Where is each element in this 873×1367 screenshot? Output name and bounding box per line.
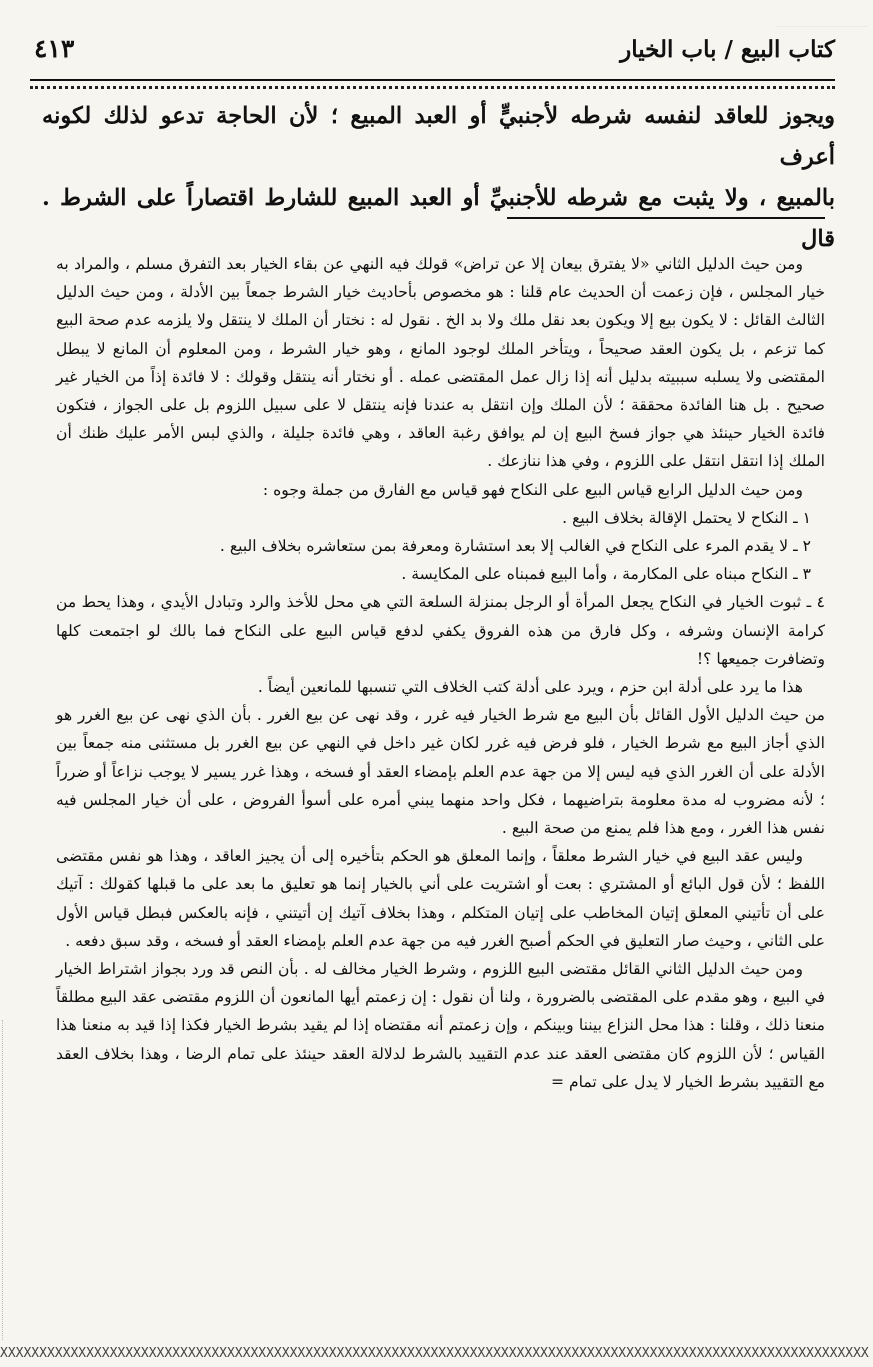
dotted-separator xyxy=(30,86,835,89)
commentary-paragraph: ومن حيث الدليل الثاني القائل مقتضى البيع اللزوم ، وشرط الخيار مخالف له . بأن النص قد ورد بجواز اشتراط الخيار في البيع ، وهو مقدم على المقتضى بالضرورة ، ولنا أن نقول : إن زعمتم أيها المانعون أن اللزوم مقتضى عقد البيع مطلقاً منعنا ذلك ، وقلنا : هذا محل النزاع بيننا وبينكم ، وإن زعمتم أنه مقتضاه إذا لم يقيد بشرط الخيار فكذا إذا قيد به منعنا هذا القياس ؛ لأن اللزوم كان مقتضى العقد عند عدم التقييد بالشرط لدلالة العقد حينئذ على تمام الرضا ، وهذا بخلاف العقد مع التقييد بشرط الخيار لا يدل على تمام = xyxy=(56,960,825,1091)
commentary-paragraph: من حيث الدليل الأول القائل بأن البيع مع شرط الخيار فيه غرر ، وقد نهى عن بيع الغرر . بأن الذي نهى عن بيع الغرر هو الذي أجاز البيع مع شرط الخيار ، فلو فرض فيه غرر لكان غير داخل في النهي عن بيع الغرر بل مستثنى منه جمعاً بين الأدلة على أن الغرر الذي فيه ليس إلا من جهة عدم العلم بإمضاء العقد أو فسخه ، وهذا غرر يسير لا يوجب نزاعاً أو ضرراً ؛ لأنه مضروب له مدة معلومة بتراضيهما ، فكل واحد منهما يبني أمره على أسوأ الفروض ، على أن خيار المجلس فيه نفس هذا الغرر ، ومع هذا فلم يمنع من صحة البيع . xyxy=(56,706,825,838)
scan-noise xyxy=(777,0,867,27)
numbered-point: ٤ ـ ثبوت الخيار في النكاح يجعل المرأة أو الرجل بمنزلة السلعة التي هي محل للأخذ والرد وتبادل الأيدي ، وهذا يحط من كرامة الإنسان وشرفه ، وكل فارق من هذه الفروق يكفي لدفع قياس البيع على النكاح فما بالك لو اجتمعت كلها وتضافرت جميعها ؟! xyxy=(56,593,825,668)
scan-edge xyxy=(2,1020,15,1340)
commentary-paragraph: ومن حيث الدليل الثاني «لا يفترق بيعان إلا عن تراض» قولك فيه النهي عن بقاء الخيار بعد التفرق مسلم ، والمراد به خيار المجلس ، فإن زعمت أن الحديث عام قلنا : هو مخصوص بأحاديث خيار الشرط جمعاً بين الأدلة ، ومن حيث الدليل الثالث القائل : لا يكون بيع إلا ويكون بعد نقل ملك ولا بد الخ . نقول له : نختار أن الملك لا ينتقل ولا يلزمه عدم صحة البيع كما تزعم ، بل يكون العقد صحيحاً ، ويتأخر الملك لوجود المانع ، وهو خيار الشرط ، ومن المعلوم أن المانع لا يبطل المقتضى ولا يسلبه سببيته بدليل أنه إذا زال عمل المقتضى عمله . أو نختار أنه ينتقل وقولك : لا فائدة إذاً من الخيار غير صحيح . بل هنا الفائدة محققة ؛ لأن الملك وإن انتقل به عندنا فإنه ينتقل لا على سبيل اللزوم بل على الجواز ، فتكون فائدة الخيار حينئذ هي جواز فسخ البيع إن لم يوافق رغبة العاقد ، وهي فائدة جليلة ، والذي لبس الأمر عليك ظنك أن الملك إذا انتقل انتقل على اللزوم ، وفي هذا ننازعك . xyxy=(56,255,825,471)
footnote-separator xyxy=(507,217,825,219)
commentary-paragraph: ومن حيث الدليل الرابع قياس البيع على النكاح فهو قياس مع الفارق من جملة وجوه : xyxy=(262,480,803,499)
numbered-point: ١ ـ النكاح لا يحتمل الإقالة بخلاف البيع . xyxy=(562,508,811,527)
page-number: ٤١٣ xyxy=(34,34,75,63)
numbered-point: ٢ ـ لا يقدم المرء على النكاح في الغالب إلا بعد استشارة ومعرفة بمن ستعاشره بخلاف البيع . xyxy=(219,537,811,556)
main-text-line: ويجوز للعاقد لنفسه شرطه لأجنبيٍّ أو العبد المبيع ؛ لأن الحاجة تدعو لذلك لكونه أعرف xyxy=(42,103,835,170)
running-title: كتاب البيع / باب الخيار xyxy=(620,36,835,63)
commentary-block xyxy=(56,250,825,1096)
page-header xyxy=(30,34,835,74)
commentary-paragraph: هذا ما يرد على أدلة ابن حزم ، ويرد على أدلة كتب الخلاف التي تنسبها للمانعين أيضاً . xyxy=(257,678,803,697)
header-rule xyxy=(30,79,835,81)
commentary-paragraph: وليس عقد البيع في خيار الشرط معلقاً ، وإنما المعلق هو الحكم بتأخيره إلى أن يجيز العاقد ، وهذا هو نفس مقتضى اللفظ ؛ لأن قول البائع أو المشتري : بعت أو اشتريت على أني بالخيار إنما هو تعليق ما بعد على ما قبلها كقولك : آتيك على أن تأتيني المعلق إتيان المخاطب على إتيان المتكلم ، وهذا بخلاف آتيك إن أتيتني ، فإنه بالعكس فبطل قياس الأول على الثاني ، وحيث صار التعليق في الحكم أصبح الغرر فيه من جهة عدم العلم بإمضاء العقد أو فسخه ، وقد سبق دفعه . xyxy=(56,847,826,950)
main-text-line: بالمبيع ، ولا يثبت مع شرطه للأجنبيِّ أو العبد المبيع للشارط اقتصاراً على الشرط . قال xyxy=(42,185,835,252)
main-text-block xyxy=(42,96,835,260)
numbered-point: ٣ ـ النكاح مبناه على المكارمة ، وأما البيع فمبناه على المكايسة . xyxy=(401,565,811,584)
decorative-border: XXXXXXXXXXXXXXXXXXXXXXXXXXXXXXXXXXXXXXXXXXXXXXXXXXXXXXXXXXXXXXXXXXXXXXXXXXXXXXXXXXXXXXXXXXXXXXXXXXXXXXXXXXXXXXX xyxy=(0,1346,869,1361)
